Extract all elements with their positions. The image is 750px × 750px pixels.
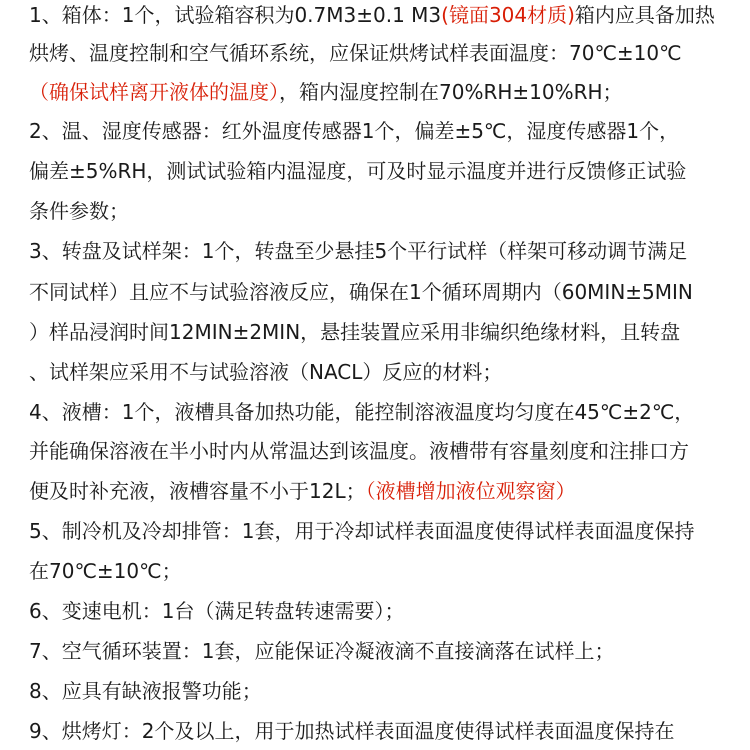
- text-line-9: ）样品浸润时间12MIN±2MIN，悬挂装置应采用非编织绝缘材料，且转盘: [29, 320, 681, 344]
- note-sample-temp: （确保试样离开液体的温度）: [29, 80, 279, 104]
- text-line-8: 不同试样）且应不与试验溶液反应，确保在1个循环周期内（60MIN±5MIN: [29, 280, 693, 304]
- text-line-6: 条件参数；: [29, 199, 129, 223]
- text-line-12: 并能确保溶液在半小时内从常温达到该温度。液槽带有容量刻度和注排口方: [29, 439, 689, 463]
- note-level-window: （液槽增加液位观察窗）: [365, 479, 576, 503]
- text-line-11: 4、液槽：1个，液槽具备加热功能，能控制溶液温度均匀度在45℃±2℃，: [29, 400, 695, 424]
- text-line-3: （确保试样离开液体的温度），箱内湿度控制在70%RH±10%RH；: [29, 80, 623, 104]
- text-line-5: 偏差±5%RH，测试试验箱内温湿度，可及时显示温度并进行反馈修正试验: [29, 159, 687, 183]
- text-line-13: 便及时补充液，液槽容量不小于12L；（液槽增加液位观察窗）: [29, 479, 576, 503]
- text-line-19: 9、烘烤灯：2个及以上，用于加热试样表面温度使得试样表面温度保持在: [29, 719, 675, 743]
- text-line-16: 6、变速电机：1台（满足转盘转速需要）；: [29, 599, 405, 623]
- text-line-2: 烘烤、温度控制和空气循环系统，应保证烘烤试样表面温度：70℃±10℃: [29, 41, 682, 65]
- text-line-4: 2、温、湿度传感器：红外温度传感器1个，偏差±5℃，湿度传感器1个，: [29, 119, 680, 143]
- text-line-17: 7、空气循环装置：1套，应能保证冷凝液滴不直接滴落在试样上；: [29, 639, 615, 663]
- text-line-1: 1、箱体：1个，试验箱容积为0.7M3±0.1 M3(镜面304材质)箱内应具备加热: [29, 3, 715, 27]
- note-mirror-304: (镜面304材质): [441, 3, 575, 27]
- text-line-15: 在70℃±10℃；: [29, 559, 182, 583]
- text-line-10: 、试样架应采用不与试验溶液（NACL）反应的材料；: [29, 360, 503, 384]
- text-line-18: 8、应具有缺液报警功能；: [29, 679, 262, 703]
- text-line-7: 3、转盘及试样架：1个，转盘至少悬挂5个平行试样（样架可移动调节满足: [29, 239, 688, 263]
- text-line-14: 5、制冷机及冷却排管：1套，用于冷却试样表面温度使得试样表面温度保持: [29, 519, 695, 543]
